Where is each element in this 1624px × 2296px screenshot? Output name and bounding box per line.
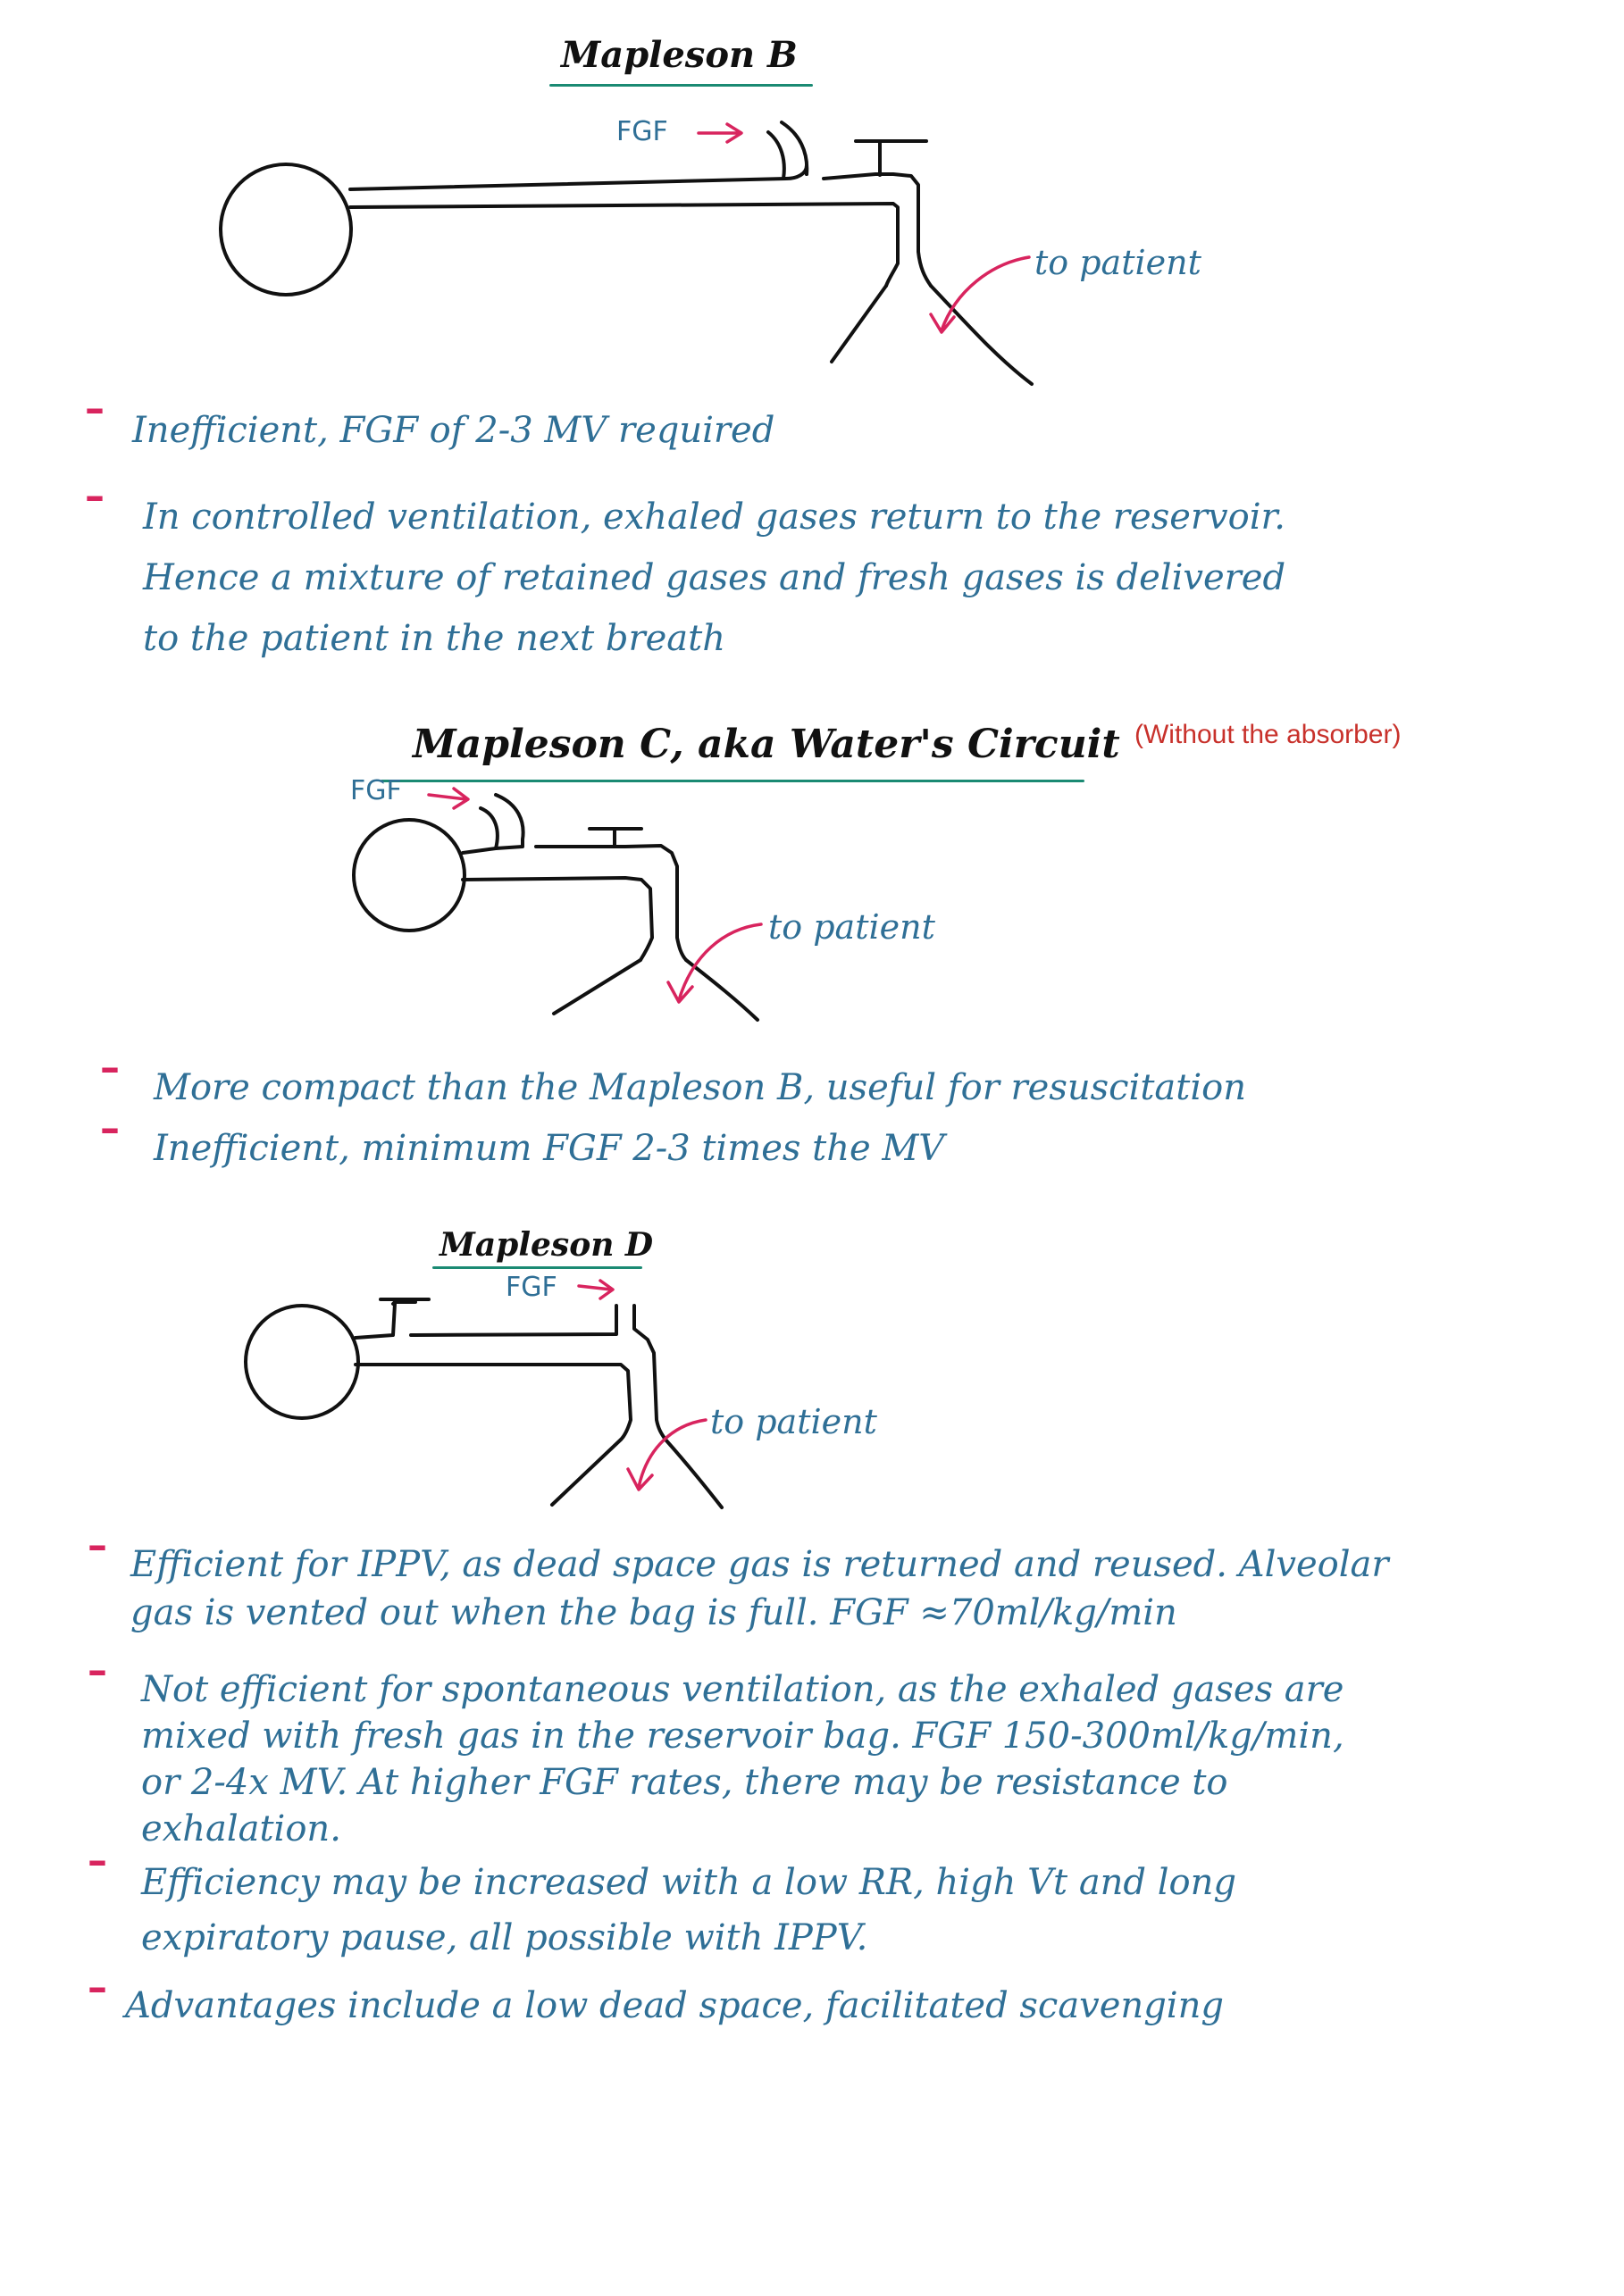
mapleson-d-note-6: exhalation. — [141, 1808, 341, 1849]
mapleson-d-patient-label: to patient — [710, 1402, 877, 1441]
mapleson-c-title: Mapleson C, aka Water's Circuit — [413, 722, 1120, 767]
mapleson-d-bullet: – — [88, 1965, 107, 2010]
mapleson-c-bullet: – — [100, 1106, 120, 1151]
mapleson-d-note-1: Efficient for IPPV, as dead space gas is returned and reused. Alveolar — [130, 1544, 1389, 1585]
mapleson-d-note-3: Not efficient for spontaneous ventilation, as the exhaled gases are — [141, 1669, 1344, 1710]
mapleson-c-note-2: Inefficient, minimum FGF 2-3 times the MV — [154, 1128, 945, 1169]
mapleson-c-bullet: – — [100, 1045, 120, 1090]
mapleson-d-note-7: Efficiency may be increased with a low RR, high Vt and long — [141, 1862, 1236, 1903]
mapleson-b-bullet: – — [85, 473, 105, 519]
mapleson-d-bullet: – — [88, 1523, 107, 1568]
mapleson-b-bullet: – — [85, 386, 105, 431]
mapleson-d-note-4: mixed with fresh gas in the reservoir bag. FGF 150-300ml/kg/min, — [141, 1716, 1344, 1757]
mapleson-c-aside: (Without the absorber) — [1134, 720, 1402, 749]
mapleson-b-fgf-label: FGF — [616, 116, 668, 147]
mapleson-c-patient-label: to patient — [768, 907, 935, 947]
mapleson-d-note-8: expiratory pause, all possible with IPPV. — [141, 1917, 868, 1958]
mapleson-d-bullet: – — [88, 1648, 107, 1693]
mapleson-c-fgf-label: FGF — [350, 775, 402, 806]
mapleson-d-note-2: gas is vented out when the bag is full. FGF ≈70ml/kg/min — [130, 1592, 1177, 1633]
mapleson-b-patient-label: to patient — [1034, 243, 1201, 282]
mapleson-d-fgf-label: FGF — [506, 1272, 557, 1303]
mapleson-b-note-3: Hence a mixture of retained gases and fresh gases is delivered — [143, 557, 1286, 598]
mapleson-b-title: Mapleson B — [561, 34, 798, 76]
mapleson-b-note-2: In controlled ventilation, exhaled gases return to the reservoir. — [143, 497, 1285, 538]
mapleson-d-note-9: Advantages include a low dead space, facilitated scavenging — [125, 1985, 1224, 2026]
mapleson-d-note-5: or 2-4x MV. At higher FGF rates, there may be resistance to — [141, 1762, 1228, 1803]
mapleson-b-note-4: to the patient in the next breath — [143, 618, 725, 659]
mapleson-c-note-1: More compact than the Mapleson B, useful for resuscitation — [154, 1067, 1246, 1108]
mapleson-d-bullet: – — [88, 1838, 107, 1883]
mapleson-d-title: Mapleson D — [439, 1226, 654, 1264]
mapleson-b-note-1: Inefficient, FGF of 2-3 MV required — [132, 410, 775, 451]
